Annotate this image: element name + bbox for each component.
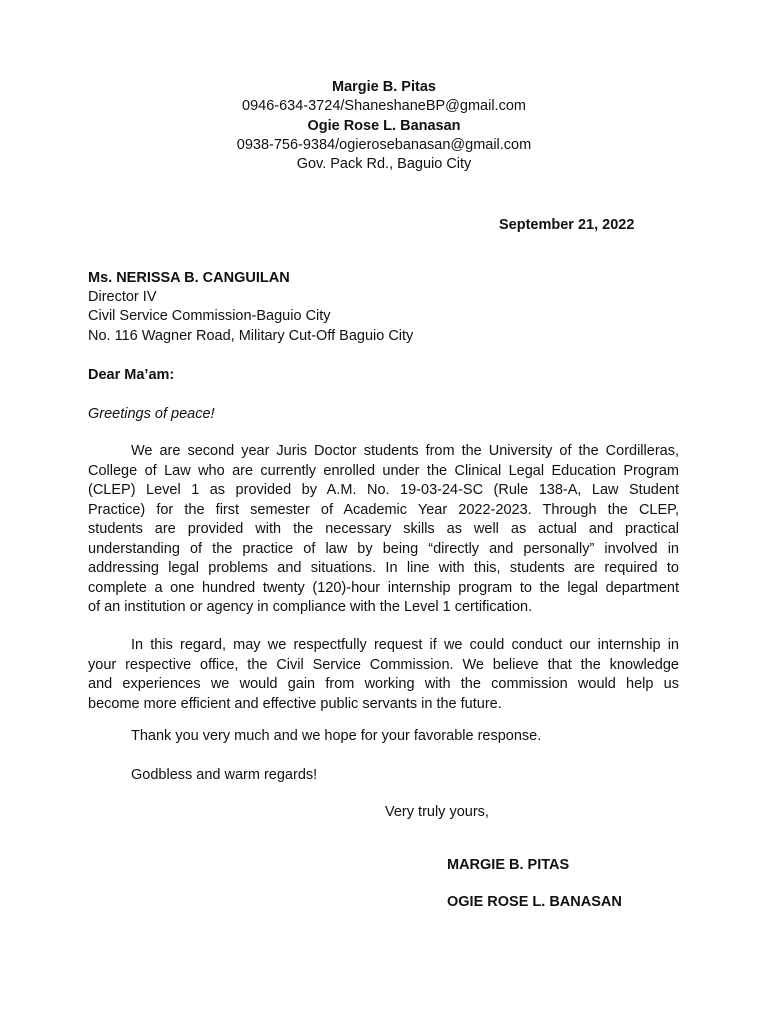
paragraph-1-line: Practice) for the first semester of Academic Year 2022-2023. Through the CLEP, (88, 501, 679, 518)
body-paragraph-2 (88, 636, 679, 714)
signatory-2: OGIE ROSE L. BANASAN (447, 894, 622, 910)
paragraph-2-line: become more efficient and effective public servants in the future. (88, 695, 502, 712)
letter-date: September 21, 2022 (499, 217, 635, 233)
body-paragraph-1 (88, 442, 679, 618)
greeting: Greetings of peace! (88, 406, 215, 422)
sender2-contact: 0938-756-9384/ogierosebanasan@gmail.com (236, 137, 532, 153)
body-paragraph-4: Godbless and warm regards! (131, 767, 318, 783)
paragraph-1-line: understanding of the practice of law by being “directly and personally” involved in (88, 540, 679, 557)
paragraph-1-line: College of Law who are currently enrolled under the Clinical Legal Education Program (88, 462, 679, 479)
recipient-title: Director IV (88, 289, 157, 305)
paragraph-1-line: (CLEP) Level 1 as provided by A.M. No. 19-03-24-SC (Rule 138-A, Law Student (88, 482, 679, 498)
recipient-address: No. 116 Wagner Road, Military Cut-Off Baguio City (88, 328, 414, 344)
paragraph-2-line: and experiences we would gain from working with the commission would help us (88, 676, 679, 692)
paragraph-1-line: of an institution or agency in compliance with the Level 1 certification. (88, 599, 533, 615)
paragraph-2-line: your respective office, the Civil Service Commission. We believe that the knowledge (88, 656, 679, 673)
salutation: Dear Ma’am: (88, 367, 175, 383)
sender1-name: Margie B. Pitas (332, 79, 436, 95)
recipient-name: Ms. NERISSA B. CANGUILAN (88, 270, 290, 286)
recipient-office: Civil Service Commission-Baguio City (88, 308, 331, 324)
body-paragraph-3: Thank you very much and we hope for your favorable response. (131, 728, 542, 744)
closing: Very truly yours, (385, 804, 489, 820)
paragraph-1-line: addressing legal problems and situations. In line with this, students are required to (88, 560, 679, 576)
sender-address: Gov. Pack Rd., Baguio City (296, 156, 472, 172)
paragraph-1-line: complete a one hundred twenty (120)-hour internship program to the legal department (88, 579, 679, 596)
paragraph-1-line: students are provided with the necessary skills as well as actual and practical (88, 521, 679, 537)
sender1-contact: 0946-634-3724/ShaneshaneBP@gmail.com (242, 98, 526, 114)
paragraph-2-line: In this regard, may we respectfully request if we could conduct our internship in (131, 637, 679, 653)
paragraph-1-line: We are second year Juris Doctor students from the University of the Cordilleras, (131, 443, 679, 459)
signatory-1: MARGIE B. PITAS (447, 857, 570, 873)
sender2-name: Ogie Rose L. Banasan (307, 118, 461, 134)
